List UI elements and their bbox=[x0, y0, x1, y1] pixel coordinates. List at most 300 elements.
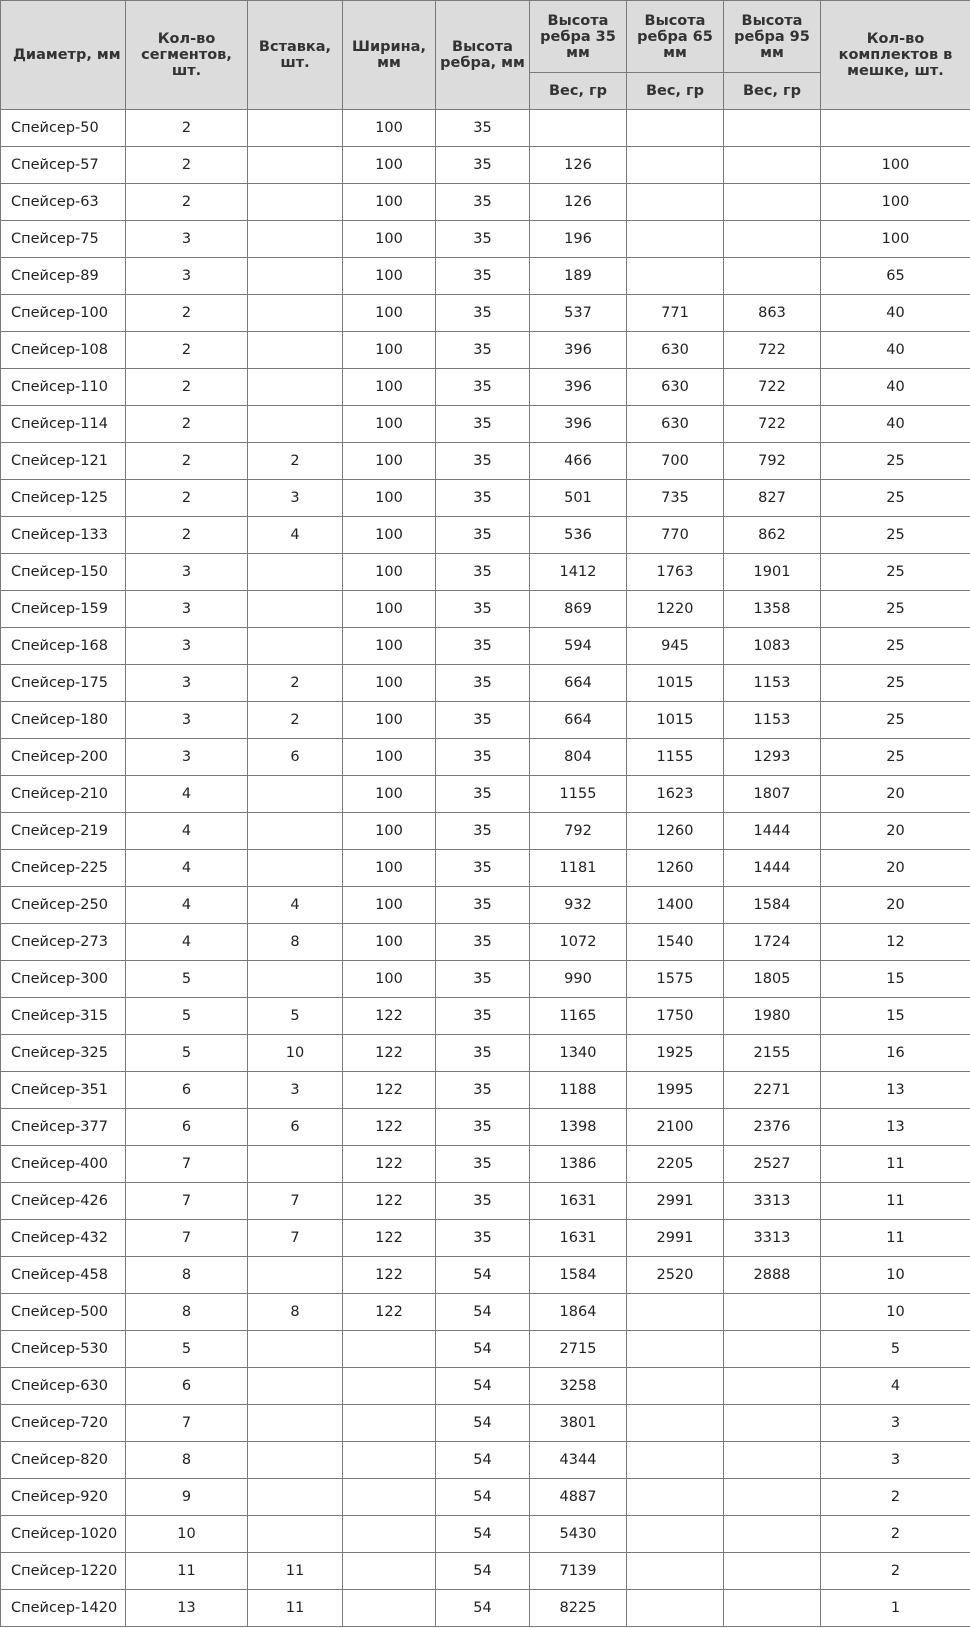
cell-weight-35: 1398 bbox=[530, 1109, 627, 1146]
cell-diameter: Спейсер-920 bbox=[1, 1479, 126, 1516]
table-row bbox=[1, 887, 970, 924]
cell-diameter: Спейсер-133 bbox=[1, 517, 126, 554]
cell-rib-height: 35 bbox=[436, 961, 530, 998]
table-row bbox=[1, 258, 970, 295]
cell-weight-95: 2376 bbox=[724, 1109, 821, 1146]
cell-insert: 2 bbox=[248, 702, 343, 739]
cell-segments: 2 bbox=[126, 480, 248, 517]
table-row bbox=[1, 628, 970, 665]
cell-weight-95: 3313 bbox=[724, 1220, 821, 1257]
cell-weight-35: 3801 bbox=[530, 1405, 627, 1442]
cell-weight-65 bbox=[627, 1405, 724, 1442]
cell-weight-35: 5430 bbox=[530, 1516, 627, 1553]
cell-insert: 2 bbox=[248, 443, 343, 480]
cell-sets: 15 bbox=[821, 998, 970, 1035]
table-row bbox=[1, 1405, 970, 1442]
cell-sets: 5 bbox=[821, 1331, 970, 1368]
cell-weight-35: 1584 bbox=[530, 1257, 627, 1294]
cell-diameter: Спейсер-325 bbox=[1, 1035, 126, 1072]
cell-insert bbox=[248, 1405, 343, 1442]
cell-insert bbox=[248, 1442, 343, 1479]
cell-width bbox=[343, 1516, 436, 1553]
cell-segments: 2 bbox=[126, 295, 248, 332]
cell-rib-height: 54 bbox=[436, 1331, 530, 1368]
col-header-weight-95: Вес, гр bbox=[724, 73, 821, 110]
cell-width: 100 bbox=[343, 554, 436, 591]
cell-weight-65 bbox=[627, 184, 724, 221]
cell-weight-35: 501 bbox=[530, 480, 627, 517]
cell-weight-35: 1386 bbox=[530, 1146, 627, 1183]
cell-diameter: Спейсер-121 bbox=[1, 443, 126, 480]
table-row bbox=[1, 406, 970, 443]
table-row bbox=[1, 1479, 970, 1516]
cell-weight-65 bbox=[627, 147, 724, 184]
cell-rib-height: 35 bbox=[436, 739, 530, 776]
cell-weight-65 bbox=[627, 1590, 724, 1627]
cell-sets: 4 bbox=[821, 1368, 970, 1405]
cell-width: 122 bbox=[343, 1257, 436, 1294]
cell-width: 122 bbox=[343, 1183, 436, 1220]
cell-diameter: Спейсер-1020 bbox=[1, 1516, 126, 1553]
cell-diameter: Спейсер-168 bbox=[1, 628, 126, 665]
cell-diameter: Спейсер-108 bbox=[1, 332, 126, 369]
cell-weight-65: 1015 bbox=[627, 702, 724, 739]
cell-weight-35: 664 bbox=[530, 702, 627, 739]
cell-diameter: Спейсер-57 bbox=[1, 147, 126, 184]
cell-weight-95 bbox=[724, 1294, 821, 1331]
cell-insert bbox=[248, 184, 343, 221]
cell-weight-65: 1750 bbox=[627, 998, 724, 1035]
cell-insert bbox=[248, 1516, 343, 1553]
cell-width bbox=[343, 1590, 436, 1627]
cell-insert: 3 bbox=[248, 480, 343, 517]
cell-weight-95: 827 bbox=[724, 480, 821, 517]
cell-width: 122 bbox=[343, 1072, 436, 1109]
cell-segments: 2 bbox=[126, 517, 248, 554]
cell-insert: 8 bbox=[248, 924, 343, 961]
cell-width: 122 bbox=[343, 1109, 436, 1146]
cell-diameter: Спейсер-432 bbox=[1, 1220, 126, 1257]
cell-weight-65: 735 bbox=[627, 480, 724, 517]
cell-insert bbox=[248, 221, 343, 258]
table-row bbox=[1, 1072, 970, 1109]
cell-weight-35: 189 bbox=[530, 258, 627, 295]
cell-insert: 3 bbox=[248, 1072, 343, 1109]
cell-weight-35: 1412 bbox=[530, 554, 627, 591]
cell-diameter: Спейсер-210 bbox=[1, 776, 126, 813]
cell-rib-height: 35 bbox=[436, 184, 530, 221]
cell-sets: 25 bbox=[821, 591, 970, 628]
cell-width: 100 bbox=[343, 850, 436, 887]
cell-insert: 2 bbox=[248, 665, 343, 702]
table-row bbox=[1, 1331, 970, 1368]
cell-sets: 11 bbox=[821, 1146, 970, 1183]
cell-rib-height: 35 bbox=[436, 702, 530, 739]
cell-weight-35: 396 bbox=[530, 406, 627, 443]
cell-segments: 5 bbox=[126, 1035, 248, 1072]
cell-insert: 4 bbox=[248, 517, 343, 554]
cell-diameter: Спейсер-315 bbox=[1, 998, 126, 1035]
cell-insert: 8 bbox=[248, 1294, 343, 1331]
cell-weight-65: 1763 bbox=[627, 554, 724, 591]
table-row bbox=[1, 369, 970, 406]
cell-sets: 65 bbox=[821, 258, 970, 295]
cell-segments: 4 bbox=[126, 887, 248, 924]
cell-weight-65: 1575 bbox=[627, 961, 724, 998]
cell-rib-height: 35 bbox=[436, 1035, 530, 1072]
cell-weight-95: 1805 bbox=[724, 961, 821, 998]
cell-diameter: Спейсер-500 bbox=[1, 1294, 126, 1331]
cell-insert bbox=[248, 110, 343, 147]
table-row bbox=[1, 702, 970, 739]
cell-insert bbox=[248, 295, 343, 332]
cell-segments: 4 bbox=[126, 813, 248, 850]
cell-insert: 5 bbox=[248, 998, 343, 1035]
cell-sets: 25 bbox=[821, 480, 970, 517]
cell-weight-95 bbox=[724, 1331, 821, 1368]
cell-sets: 25 bbox=[821, 739, 970, 776]
cell-weight-65: 2100 bbox=[627, 1109, 724, 1146]
cell-sets: 15 bbox=[821, 961, 970, 998]
col-header-h65: Высота ребра 65 мм bbox=[627, 1, 724, 73]
cell-weight-65 bbox=[627, 1553, 724, 1590]
cell-insert bbox=[248, 813, 343, 850]
cell-rib-height: 35 bbox=[436, 924, 530, 961]
table-row bbox=[1, 554, 970, 591]
cell-width: 122 bbox=[343, 1146, 436, 1183]
cell-weight-35: 1155 bbox=[530, 776, 627, 813]
cell-weight-95: 722 bbox=[724, 406, 821, 443]
cell-weight-35: 869 bbox=[530, 591, 627, 628]
cell-weight-65: 2205 bbox=[627, 1146, 724, 1183]
cell-weight-35: 7139 bbox=[530, 1553, 627, 1590]
cell-insert bbox=[248, 554, 343, 591]
cell-width bbox=[343, 1368, 436, 1405]
cell-weight-35: 792 bbox=[530, 813, 627, 850]
table-row bbox=[1, 110, 970, 147]
cell-rib-height: 54 bbox=[436, 1368, 530, 1405]
table-body bbox=[1, 110, 970, 1627]
cell-rib-height: 35 bbox=[436, 1220, 530, 1257]
cell-weight-95 bbox=[724, 1553, 821, 1590]
table-row bbox=[1, 739, 970, 776]
cell-segments: 6 bbox=[126, 1368, 248, 1405]
cell-width: 100 bbox=[343, 184, 436, 221]
cell-segments: 8 bbox=[126, 1294, 248, 1331]
cell-width: 100 bbox=[343, 776, 436, 813]
cell-sets bbox=[821, 110, 970, 147]
cell-sets: 40 bbox=[821, 295, 970, 332]
table-row bbox=[1, 443, 970, 480]
table-row bbox=[1, 665, 970, 702]
cell-weight-35: 4887 bbox=[530, 1479, 627, 1516]
cell-segments: 2 bbox=[126, 332, 248, 369]
cell-insert: 6 bbox=[248, 739, 343, 776]
cell-rib-height: 54 bbox=[436, 1590, 530, 1627]
cell-rib-height: 35 bbox=[436, 406, 530, 443]
cell-weight-35: 1864 bbox=[530, 1294, 627, 1331]
table-row bbox=[1, 147, 970, 184]
cell-width bbox=[343, 1479, 436, 1516]
cell-weight-35: 396 bbox=[530, 369, 627, 406]
cell-weight-35: 3258 bbox=[530, 1368, 627, 1405]
cell-rib-height: 54 bbox=[436, 1479, 530, 1516]
cell-width: 122 bbox=[343, 1035, 436, 1072]
cell-sets: 3 bbox=[821, 1442, 970, 1479]
cell-weight-95: 2155 bbox=[724, 1035, 821, 1072]
cell-weight-65: 945 bbox=[627, 628, 724, 665]
table-row bbox=[1, 998, 970, 1035]
cell-diameter: Спейсер-720 bbox=[1, 1405, 126, 1442]
cell-segments: 4 bbox=[126, 850, 248, 887]
cell-diameter: Спейсер-114 bbox=[1, 406, 126, 443]
cell-segments: 2 bbox=[126, 110, 248, 147]
cell-weight-35: 396 bbox=[530, 332, 627, 369]
cell-weight-65: 700 bbox=[627, 443, 724, 480]
cell-weight-35: 8225 bbox=[530, 1590, 627, 1627]
col-header-insert: Вставка, шт. bbox=[248, 1, 343, 110]
cell-diameter: Спейсер-1420 bbox=[1, 1590, 126, 1627]
cell-weight-65: 1155 bbox=[627, 739, 724, 776]
cell-sets: 11 bbox=[821, 1220, 970, 1257]
cell-width: 100 bbox=[343, 369, 436, 406]
cell-weight-95 bbox=[724, 1405, 821, 1442]
cell-width: 100 bbox=[343, 147, 436, 184]
cell-weight-65 bbox=[627, 1442, 724, 1479]
cell-insert bbox=[248, 369, 343, 406]
cell-weight-35: 594 bbox=[530, 628, 627, 665]
cell-diameter: Спейсер-630 bbox=[1, 1368, 126, 1405]
cell-rib-height: 54 bbox=[436, 1257, 530, 1294]
cell-weight-35: 536 bbox=[530, 517, 627, 554]
cell-width bbox=[343, 1405, 436, 1442]
cell-segments: 3 bbox=[126, 739, 248, 776]
cell-weight-35: 932 bbox=[530, 887, 627, 924]
cell-diameter: Спейсер-225 bbox=[1, 850, 126, 887]
cell-sets: 10 bbox=[821, 1294, 970, 1331]
cell-weight-95: 2271 bbox=[724, 1072, 821, 1109]
cell-sets: 100 bbox=[821, 221, 970, 258]
cell-segments: 3 bbox=[126, 591, 248, 628]
cell-width: 100 bbox=[343, 406, 436, 443]
cell-segments: 8 bbox=[126, 1257, 248, 1294]
col-header-h95: Высота ребра 95 мм bbox=[724, 1, 821, 73]
cell-weight-95: 1980 bbox=[724, 998, 821, 1035]
cell-weight-95 bbox=[724, 1479, 821, 1516]
cell-weight-95: 1293 bbox=[724, 739, 821, 776]
col-header-h35: Высота ребра 35 мм bbox=[530, 1, 627, 73]
cell-width: 100 bbox=[343, 295, 436, 332]
cell-sets: 1 bbox=[821, 1590, 970, 1627]
header-row-1 bbox=[1, 1, 970, 73]
table-row bbox=[1, 517, 970, 554]
cell-diameter: Спейсер-110 bbox=[1, 369, 126, 406]
cell-weight-95: 1153 bbox=[724, 702, 821, 739]
cell-diameter: Спейсер-458 bbox=[1, 1257, 126, 1294]
cell-rib-height: 35 bbox=[436, 665, 530, 702]
cell-diameter: Спейсер-89 bbox=[1, 258, 126, 295]
table-row bbox=[1, 1035, 970, 1072]
cell-sets: 16 bbox=[821, 1035, 970, 1072]
cell-weight-65 bbox=[627, 258, 724, 295]
cell-sets: 25 bbox=[821, 628, 970, 665]
cell-width: 100 bbox=[343, 924, 436, 961]
cell-weight-65: 1995 bbox=[627, 1072, 724, 1109]
cell-diameter: Спейсер-820 bbox=[1, 1442, 126, 1479]
cell-width: 100 bbox=[343, 702, 436, 739]
cell-rib-height: 54 bbox=[436, 1442, 530, 1479]
cell-diameter: Спейсер-63 bbox=[1, 184, 126, 221]
cell-diameter: Спейсер-300 bbox=[1, 961, 126, 998]
cell-weight-95: 1584 bbox=[724, 887, 821, 924]
cell-sets: 10 bbox=[821, 1257, 970, 1294]
cell-weight-95: 1358 bbox=[724, 591, 821, 628]
cell-rib-height: 35 bbox=[436, 554, 530, 591]
cell-weight-95: 863 bbox=[724, 295, 821, 332]
cell-width: 100 bbox=[343, 813, 436, 850]
cell-sets: 13 bbox=[821, 1109, 970, 1146]
cell-weight-65: 2991 bbox=[627, 1183, 724, 1220]
table-row bbox=[1, 1146, 970, 1183]
cell-insert: 10 bbox=[248, 1035, 343, 1072]
cell-segments: 3 bbox=[126, 258, 248, 295]
cell-weight-95 bbox=[724, 221, 821, 258]
cell-segments: 7 bbox=[126, 1183, 248, 1220]
cell-diameter: Спейсер-180 bbox=[1, 702, 126, 739]
cell-weight-65: 630 bbox=[627, 406, 724, 443]
cell-insert bbox=[248, 1146, 343, 1183]
cell-width: 122 bbox=[343, 1294, 436, 1331]
table-row bbox=[1, 332, 970, 369]
cell-weight-95: 3313 bbox=[724, 1183, 821, 1220]
cell-weight-35 bbox=[530, 110, 627, 147]
cell-rib-height: 35 bbox=[436, 295, 530, 332]
cell-segments: 4 bbox=[126, 776, 248, 813]
cell-weight-95: 1807 bbox=[724, 776, 821, 813]
cell-rib-height: 35 bbox=[436, 887, 530, 924]
cell-weight-65: 1260 bbox=[627, 850, 724, 887]
cell-weight-95 bbox=[724, 184, 821, 221]
cell-weight-65: 630 bbox=[627, 369, 724, 406]
cell-weight-65: 2520 bbox=[627, 1257, 724, 1294]
cell-insert bbox=[248, 850, 343, 887]
cell-weight-95: 1444 bbox=[724, 850, 821, 887]
cell-width: 100 bbox=[343, 628, 436, 665]
cell-segments: 8 bbox=[126, 1442, 248, 1479]
cell-segments: 5 bbox=[126, 961, 248, 998]
cell-diameter: Спейсер-377 bbox=[1, 1109, 126, 1146]
cell-sets: 20 bbox=[821, 813, 970, 850]
table-row bbox=[1, 184, 970, 221]
cell-sets: 2 bbox=[821, 1516, 970, 1553]
cell-segments: 3 bbox=[126, 628, 248, 665]
cell-segments: 2 bbox=[126, 406, 248, 443]
cell-diameter: Спейсер-530 bbox=[1, 1331, 126, 1368]
table-row bbox=[1, 1220, 970, 1257]
cell-insert bbox=[248, 332, 343, 369]
cell-sets: 2 bbox=[821, 1553, 970, 1590]
cell-sets: 25 bbox=[821, 443, 970, 480]
cell-rib-height: 35 bbox=[436, 998, 530, 1035]
cell-weight-65: 1400 bbox=[627, 887, 724, 924]
table-row bbox=[1, 1442, 970, 1479]
cell-weight-35: 196 bbox=[530, 221, 627, 258]
cell-segments: 7 bbox=[126, 1220, 248, 1257]
cell-weight-95 bbox=[724, 1590, 821, 1627]
cell-insert bbox=[248, 776, 343, 813]
table-header bbox=[1, 1, 970, 110]
cell-weight-35: 537 bbox=[530, 295, 627, 332]
col-header-weight-35: Вес, гр bbox=[530, 73, 627, 110]
cell-width: 100 bbox=[343, 739, 436, 776]
cell-weight-95: 2527 bbox=[724, 1146, 821, 1183]
cell-segments: 5 bbox=[126, 998, 248, 1035]
table-row bbox=[1, 1183, 970, 1220]
cell-diameter: Спейсер-100 bbox=[1, 295, 126, 332]
cell-insert bbox=[248, 961, 343, 998]
cell-segments: 2 bbox=[126, 369, 248, 406]
cell-insert bbox=[248, 258, 343, 295]
cell-weight-65: 1220 bbox=[627, 591, 724, 628]
cell-weight-95 bbox=[724, 147, 821, 184]
cell-width: 100 bbox=[343, 665, 436, 702]
table-row bbox=[1, 591, 970, 628]
cell-weight-95: 1901 bbox=[724, 554, 821, 591]
cell-weight-95 bbox=[724, 110, 821, 147]
cell-weight-95: 1153 bbox=[724, 665, 821, 702]
cell-width: 100 bbox=[343, 221, 436, 258]
cell-sets: 40 bbox=[821, 406, 970, 443]
cell-insert bbox=[248, 591, 343, 628]
cell-sets: 11 bbox=[821, 1183, 970, 1220]
cell-weight-95 bbox=[724, 1442, 821, 1479]
cell-weight-65: 1925 bbox=[627, 1035, 724, 1072]
cell-weight-95: 862 bbox=[724, 517, 821, 554]
table-row bbox=[1, 776, 970, 813]
cell-weight-65 bbox=[627, 1479, 724, 1516]
cell-segments: 4 bbox=[126, 924, 248, 961]
cell-rib-height: 35 bbox=[436, 1146, 530, 1183]
cell-weight-65: 770 bbox=[627, 517, 724, 554]
cell-sets: 13 bbox=[821, 1072, 970, 1109]
cell-sets: 25 bbox=[821, 702, 970, 739]
cell-segments: 3 bbox=[126, 702, 248, 739]
cell-weight-35: 466 bbox=[530, 443, 627, 480]
cell-weight-95 bbox=[724, 1516, 821, 1553]
col-header-diameter: Диаметр, мм bbox=[1, 1, 126, 110]
cell-segments: 5 bbox=[126, 1331, 248, 1368]
cell-segments: 9 bbox=[126, 1479, 248, 1516]
cell-width: 100 bbox=[343, 591, 436, 628]
table-row bbox=[1, 480, 970, 517]
cell-insert bbox=[248, 1331, 343, 1368]
col-header-weight-65: Вес, гр bbox=[627, 73, 724, 110]
cell-diameter: Спейсер-150 bbox=[1, 554, 126, 591]
table-row bbox=[1, 1294, 970, 1331]
cell-sets: 20 bbox=[821, 850, 970, 887]
cell-width bbox=[343, 1442, 436, 1479]
cell-segments: 13 bbox=[126, 1590, 248, 1627]
cell-diameter: Спейсер-426 bbox=[1, 1183, 126, 1220]
cell-weight-95: 722 bbox=[724, 369, 821, 406]
cell-rib-height: 35 bbox=[436, 147, 530, 184]
cell-diameter: Спейсер-175 bbox=[1, 665, 126, 702]
cell-width: 100 bbox=[343, 258, 436, 295]
cell-insert bbox=[248, 1368, 343, 1405]
cell-diameter: Спейсер-351 bbox=[1, 1072, 126, 1109]
cell-width: 122 bbox=[343, 1220, 436, 1257]
cell-rib-height: 35 bbox=[436, 850, 530, 887]
